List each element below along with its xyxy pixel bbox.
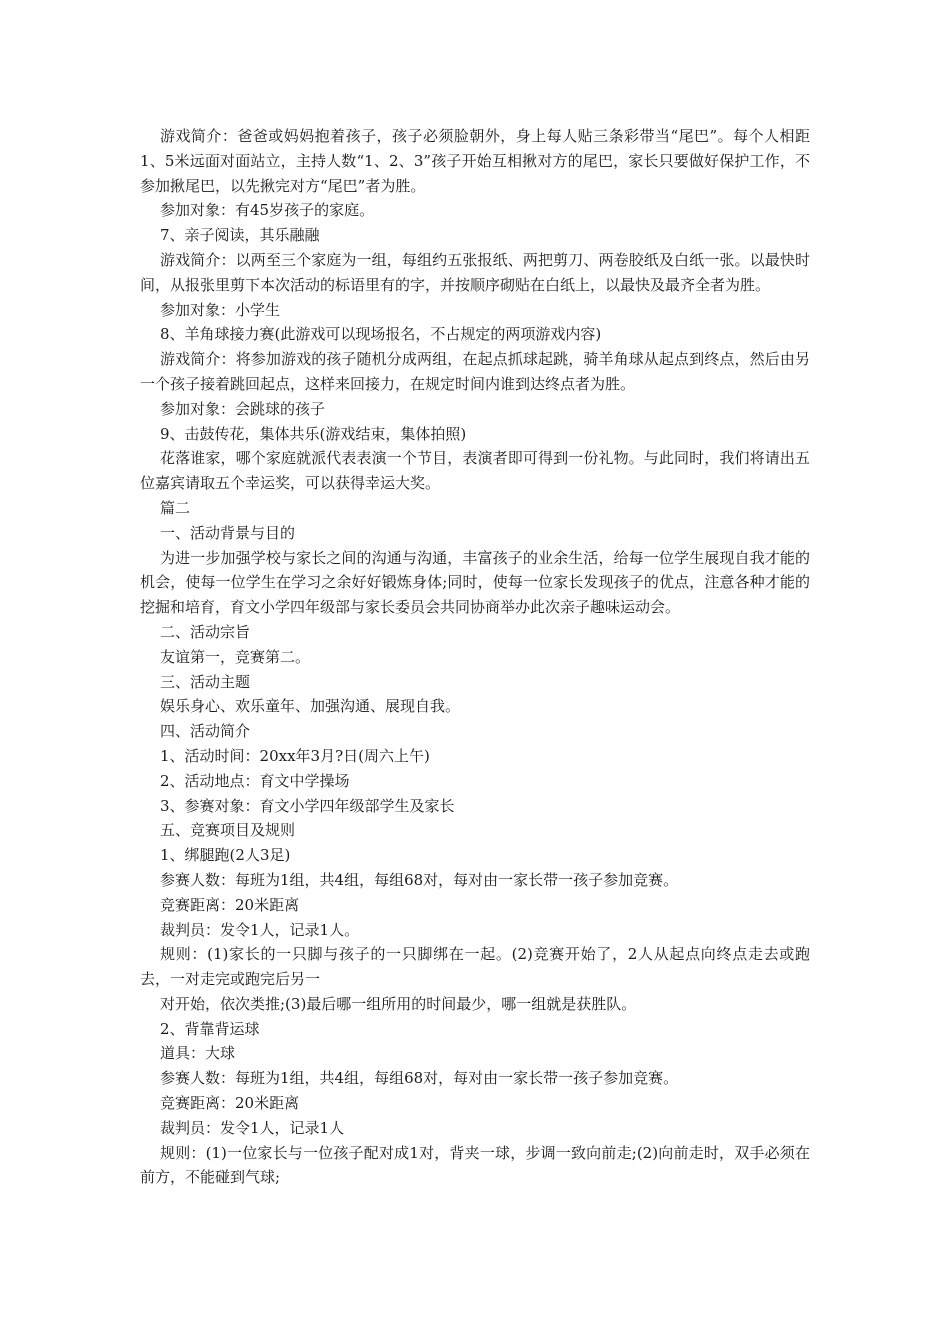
body-paragraph: 友谊第一，竞赛第二。 (160, 647, 311, 666)
body-paragraph: 竞赛距离：20米距离 (160, 1094, 300, 1113)
section-heading: 7、亲子阅读，其乐融融 (160, 226, 320, 245)
participant-line: 参加对象：会跳球的孩子 (160, 399, 326, 418)
document-body (140, 124, 810, 1190)
body-paragraph: 花落谁家，哪个家庭就派代表表演一个节目，表演者即可得到一份礼物。与此同时，我们将请出五位嘉宾请取五个幸运奖，可以获得幸运大奖。 (140, 449, 810, 493)
section-heading: 五、竞赛项目及规则 (160, 821, 296, 840)
participant-line: 参加对象：小学生 (160, 300, 281, 319)
section-heading: 三、活动主题 (160, 672, 251, 691)
section-heading: 9、击鼓传花，集体共乐(游戏结束，集体拍照) (160, 424, 467, 443)
body-paragraph: 参赛人数：每班为1组，共4组，每组68对，每对由一家长带一孩子参加竞赛。 (160, 1069, 679, 1088)
rules-paragraph: 规则：(1)家长的一只脚与孩子的一只脚绑在一起。(2)竞赛开始了，2人从起点向终点走去或跑去，一对走完或跑完后另一 (140, 945, 810, 989)
list-item: 2、背靠背运球 (160, 1019, 260, 1038)
section-heading: 四、活动简介 (160, 722, 251, 741)
game-intro-paragraph: 游戏简介：爸爸或妈妈抱着孩子，孩子必须脸朝外，身上每人贴三条彩带当“尾巴”。每个人相距1、5米远面对面站立，主持人数“1、2、3”孩子开始互相揪对方的尾巴，家长只要做好保护工作，不参加揪尾巴，以先揪完对方“尾巴”者为胜。 (140, 127, 810, 195)
list-item: 2、活动地点：育文中学操场 (160, 771, 350, 790)
rules-paragraph: 规则：(1)一位家长与一位孩子配对成1对，背夹一球，步调一致向前走;(2)向前走时，双手必须在前方，不能碰到气球; (140, 1143, 810, 1187)
participant-line: 参加对象：有45岁孩子的家庭。 (160, 201, 375, 220)
list-item: 1、活动时间：20xx年3月?日(周六上午) (160, 746, 430, 765)
body-paragraph: 参赛人数：每班为1组，共4组，每组68对，每对由一家长带一孩子参加竞赛。 (160, 870, 679, 889)
body-paragraph: 道具：大球 (160, 1044, 236, 1063)
list-item: 1、绑腿跑(2人3足) (160, 846, 291, 865)
body-paragraph: 娱乐身心、欢乐童年、加强沟通、展现自我。 (160, 697, 461, 716)
body-paragraph: 竞赛距离：20米距离 (160, 895, 300, 914)
game-intro-paragraph: 游戏简介：以两至三个家庭为一组，每组约五张报纸、两把剪刀、两卷胶纸及白纸一张。以最快时间，从报张里剪下本次活动的标语里有的字，并按顺序砌贴在白纸上，以最快及最齐全者为胜。 (140, 250, 810, 294)
section-heading: 8、羊角球接力赛(此游戏可以现场报名，不占规定的两项游戏内容) (160, 325, 602, 344)
body-paragraph: 裁判员：发令1人，记录1人 (160, 1118, 345, 1137)
rules-paragraph: 对开始，依次类推;(3)最后哪一组所用的时间最少，哪一组就是获胜队。 (160, 994, 637, 1013)
section-heading: 一、活动背景与目的 (160, 523, 296, 542)
body-paragraph: 裁判员：发令1人，记录1人。 (160, 920, 360, 939)
list-item: 3、参赛对象：育文小学四年级部学生及家长 (160, 796, 455, 815)
section-heading: 二、活动宗旨 (160, 622, 251, 641)
body-paragraph: 为进一步加强学校与家长之间的沟通与沟通，丰富孩子的业余生活，给每一位学生展现自我才能的机会，使每一位学生在学习之余好好锻炼身体;同时，使每一位家长发现孩子的优点，注意各种才能的挖掘和培育，育文小学四年级部与家长委员会共同协商举办此次亲子趣味运动会。 (140, 548, 810, 617)
game-intro-paragraph: 游戏简介：将参加游戏的孩子随机分成两组，在起点抓球起跳，骑羊角球从起点到终点，然后由另一个孩子接着跳回起点，这样来回接力，在规定时间内谁到达终点者为胜。 (140, 350, 810, 393)
part-heading: 篇二 (160, 498, 191, 517)
